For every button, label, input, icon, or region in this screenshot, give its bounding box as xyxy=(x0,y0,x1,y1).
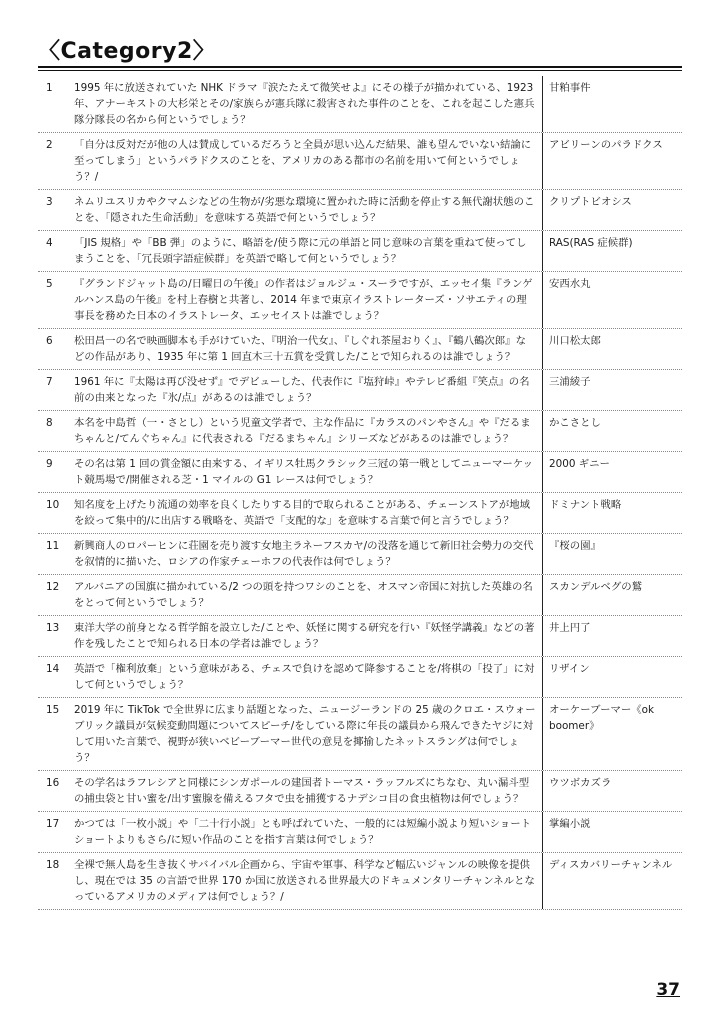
question-number: 14 xyxy=(46,663,60,675)
answer-text: 『桜の園』 xyxy=(542,534,682,574)
question-number: 8 xyxy=(46,417,53,429)
question-text: 「自分は反対だが他の人は賛成しているだろうと全員が思い込んだ結果、誰も望んでいない結論に至ってしまう」というパラドクスのことを、アメリカのある都市の名前を用いて何というでしょう？/ xyxy=(74,139,532,183)
question-row xyxy=(38,329,682,370)
question-number: 7 xyxy=(46,376,53,388)
question-text: その学名はラフレシアと同様にシンガポールの建国者トーマス・ラッフルズにちなむ、丸い漏斗型の捕虫袋と甘い蜜を/出す蜜腺を備えるフタで虫を捕獲するナデシコ目の食虫植物は何でしょう？ xyxy=(74,777,530,805)
question-text: 東洋大学の前身となる哲学館を設立した/ことや、妖怪に関する研究を行い『妖怪学講義』などの著作を残したことで知られる日本の学者は誰でしょう？ xyxy=(74,622,535,650)
answer-text: ドミナント戦略 xyxy=(542,493,682,533)
question-row xyxy=(38,133,682,190)
question-number: 4 xyxy=(46,237,53,249)
question-row xyxy=(38,657,682,698)
question-number: 3 xyxy=(46,196,53,208)
question-text: 全裸で無人島を生き抜くサバイバル企画から、宇宙や軍事、科学など幅広いジャンルの映像を提供し、現在では 35 の言語で世界 170 か国に放送される世界最大のドキュメンタリーチャンネルとなっているアメリカのメディアは何でしょう？/ xyxy=(74,859,535,903)
question-text: 1995 年に放送されていた NHK ドラマ『涙たたえて微笑せよ』にその様子が描かれている、1923 年、アナーキストの大杉栄とその/家族らが憲兵隊に殺害された事件のことを、これを起こした憲兵隊分隊長の名から何というでしょう？ xyxy=(74,82,535,126)
question-row xyxy=(38,534,682,575)
page-number: 37 xyxy=(656,980,680,1000)
question-row xyxy=(38,411,682,452)
question-text: 『グランドジャット島の/日曜日の午後』の作者はジョルジュ・スーラですが、エッセイ集『ランゲルハンス島の午後』を村上春樹と共著し、2014 年まで東京イラストレーターズ・ソサエティの理事長を務めた日本のイラストレータ、エッセイストは誰でしょう？ xyxy=(74,278,533,322)
question-list xyxy=(38,76,682,910)
answer-text: 安西水丸 xyxy=(542,272,682,328)
answer-text: アビリーンのパラドクス xyxy=(542,133,682,189)
question-number: 18 xyxy=(46,859,60,871)
answer-text: 井上円了 xyxy=(542,616,682,656)
question-number: 16 xyxy=(46,777,60,789)
question-number: 5 xyxy=(46,278,53,290)
question-text: 「JIS 規格」や「BB 弾」のように、略語を/使う際に元の単語と同じ意味の言葉を重ねて使ってしまうことを、「冗長頭字語症候群」を英語で略して何というでしょう？ xyxy=(74,237,527,265)
answer-text: クリプトビオシス xyxy=(542,190,682,230)
question-text: アルバニアの国旗に描かれている/2 つの頭を持つワシのことを、オスマン帝国に対抗した英雄の名をとって何というでしょう？ xyxy=(74,581,533,609)
question-row xyxy=(38,370,682,411)
question-number: 9 xyxy=(46,458,53,470)
heading-rule xyxy=(38,66,682,68)
answer-text: 三浦綾子 xyxy=(542,370,682,410)
question-row xyxy=(38,272,682,329)
answer-text: 掌編小説 xyxy=(542,812,682,852)
question-number: 1 xyxy=(46,82,53,94)
question-row xyxy=(38,812,682,853)
question-row xyxy=(38,231,682,272)
question-number: 13 xyxy=(46,622,60,634)
question-text: 松田昌一の名で映画脚本も手がけていた、『明治一代女』、『しぐれ茶屋おりく』、『鶴八鶴次郎』などの作品があり、1935 年に第 1 回直木三十五賞を受賞した/ことで知られるのは誰でしょう？ xyxy=(74,335,526,363)
page-heading: 〈Category2〉 xyxy=(38,39,216,64)
question-number: 2 xyxy=(46,139,53,151)
question-text: 知名度を上げたり流通の効率を良くしたりする目的で取られることがある、チェーンストアが地域を絞って集中的/に出店する戦略を、英語で「支配的な」を意味する言葉で何と言うでしょう？ xyxy=(74,499,531,527)
question-text: 1961 年に『太陽は再び没せず』でデビューした、代表作に『塩狩峠』やテレビ番組『笑点』の名前の由来となった『氷/点』があるのは誰でしょう？ xyxy=(74,376,530,404)
question-number: 10 xyxy=(46,499,60,511)
question-row xyxy=(38,452,682,493)
answer-text: ウツボカズラ xyxy=(542,771,682,811)
answer-text: 2000 ギニー xyxy=(542,452,682,492)
answer-text: かこさとし xyxy=(542,411,682,451)
question-row xyxy=(38,616,682,657)
answer-text: RAS(RAS 症候群) xyxy=(542,231,682,271)
question-text: 2019 年に TikTok で全世界に広まり話題となった、ニュージーランドの 25 歳のクロエ・スウォーブリック議員が気候変動問題についてスピーチ/をしている際に年長の議員から飛んできたヤジに対して用いた言葉で、視野が狭いベビーブーマー世代の意見を揶揄したネットスラングは何でしょう？ xyxy=(74,704,536,764)
question-row xyxy=(38,190,682,231)
question-row xyxy=(38,698,682,771)
question-number: 17 xyxy=(46,818,60,830)
question-text: ネムリユスリカやクマムシなどの生物が/劣悪な環境に置かれた時に活動を停止する無代謝状態のことを、「隠された生命活動」を意味する英語で何というでしょう？ xyxy=(74,196,535,224)
answer-text: 甘粕事件 xyxy=(542,76,682,132)
heading-rule-thin xyxy=(38,70,682,71)
question-number: 12 xyxy=(46,581,60,593)
question-text: かつては「一枚小説」や「二十行小説」とも呼ばれていた、一般的には短編小説より短いショートショートよりもさら/に短い作品のことを指す言葉は何でしょう？ xyxy=(74,818,531,846)
question-row xyxy=(38,853,682,910)
answer-text: ディスカバリーチャンネル xyxy=(542,853,682,909)
question-row xyxy=(38,771,682,812)
question-number: 15 xyxy=(46,704,60,716)
question-text: その名は第 1 回の賞金額に由来する、イギリス牡馬クラシック三冠の第一戦としてニューマーケット競馬場で/開催される芝・1 マイルの G1 レースは何でしょう？ xyxy=(74,458,534,486)
question-row xyxy=(38,76,682,133)
question-number: 6 xyxy=(46,335,53,347)
answer-text: オーケーブーマー《ok boomer》 xyxy=(542,698,682,770)
question-number: 11 xyxy=(46,540,60,552)
question-text: 英語で「権利放棄」という意味がある、チェスで負けを認めて降参することを/将棋の「投了」に対して何というでしょう？ xyxy=(74,663,535,691)
answer-text: スカンデルベグの鷲 xyxy=(542,575,682,615)
answer-text: 川口松太郎 xyxy=(542,329,682,369)
question-text: 新興商人のロパーヒンに荘園を売り渡す女地主ラネーフスカヤ/の没落を通じて新旧社会勢力の交代を叙情的に描いた、ロシアの作家チェーホフの代表作は何でしょう？ xyxy=(74,540,534,568)
answer-text: リザイン xyxy=(542,657,682,697)
question-row xyxy=(38,493,682,534)
question-text: 本名を中島哲（一・さとし）という児童文学者で、主な作品に『カラスのパンやさん』や『だるまちゃんと/てんぐちゃん』に代表される『だるまちゃん』シリーズなどがあるのは誰でしょう？ xyxy=(74,417,531,445)
question-row xyxy=(38,575,682,616)
